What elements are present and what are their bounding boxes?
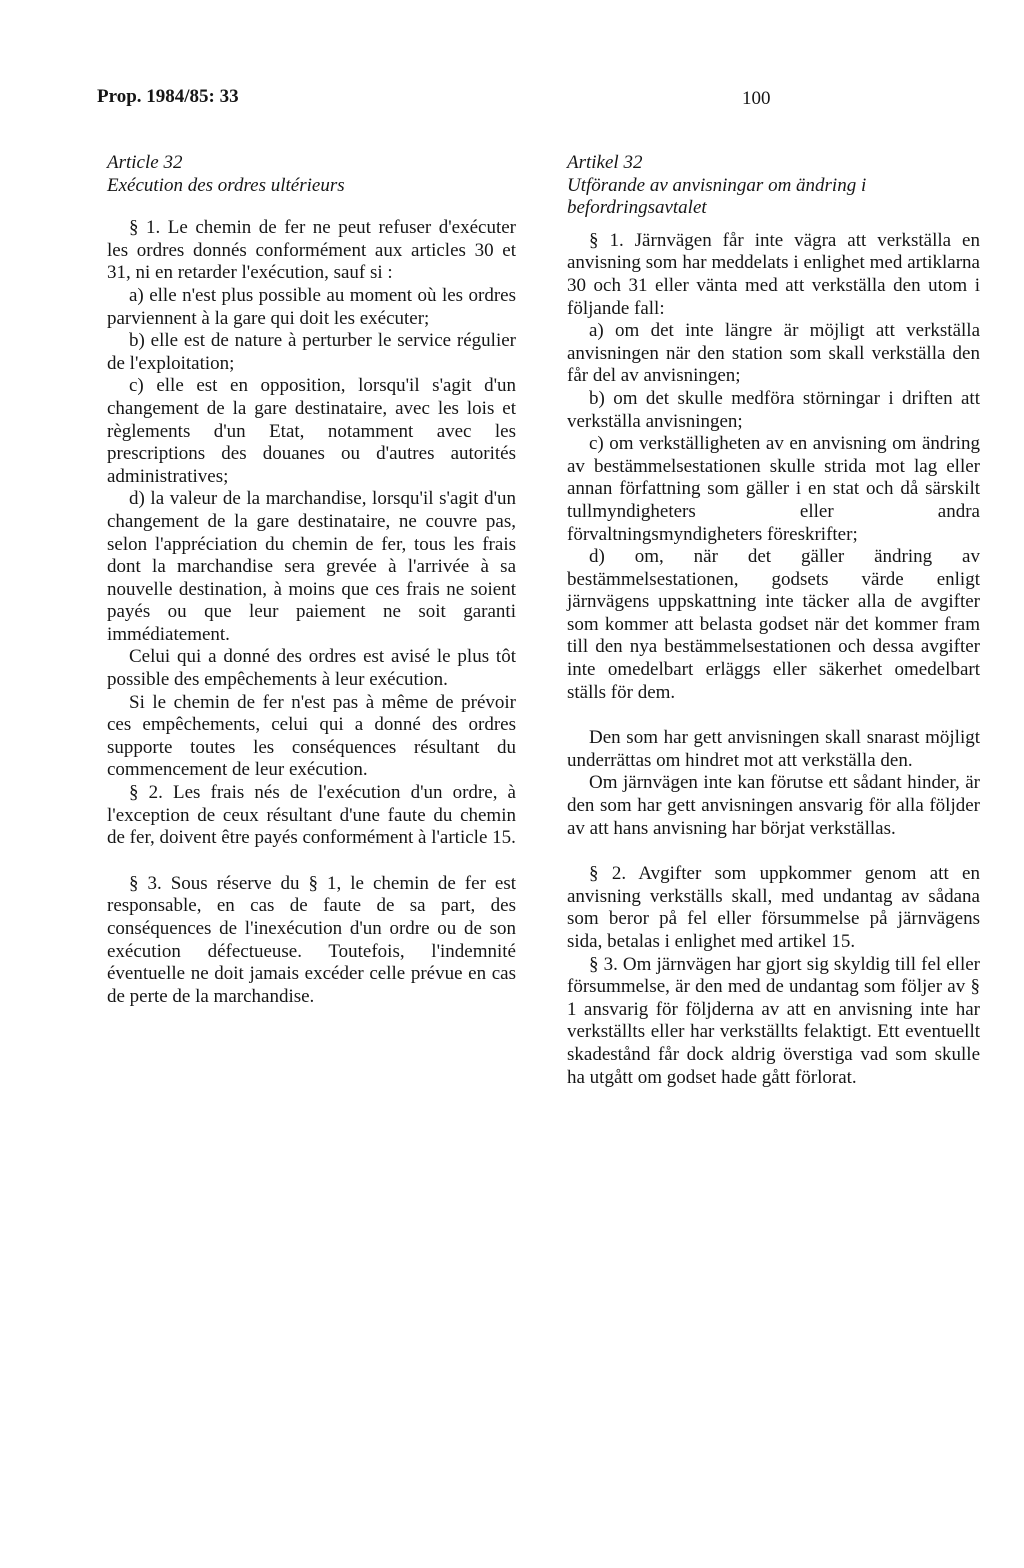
swedish-article-title: Utförande av anvisningar om ändring i befordringsavtalet bbox=[567, 174, 867, 219]
french-article-title: Exécution des ordres ultérieurs bbox=[107, 174, 345, 196]
french-column bbox=[107, 152, 516, 1008]
french-paragraph-1: § 1. Le chemin de fer ne peut refuser d'exécuter les ordres donnés conformément aux articles 30 et 31, ni en retarder l'exécution, sauf si : bbox=[107, 217, 516, 284]
swedish-item-a: a) om det inte längre är möjligt att verkställa anvisningen när den station som skall verkställa den får del av anvisningen; bbox=[567, 320, 980, 387]
swedish-paragraph-1: § 1. Järnvägen får inte vägra att verkställa en anvisning som har meddelats i enlighet med artiklarna 30 och 31 eller vänta med att verkställa den utom i följande fall: bbox=[567, 229, 980, 319]
french-item-b: b) elle est de nature à perturber le service régulier de l'exploitation; bbox=[107, 330, 516, 374]
swedish-item-c: c) om verkställigheten av en anvisning om ändring av bestämmelsestationen skulle strida mot lag eller annan författning som gäller i en stat och då särskilt tullmyndigheters eller andra förvaltningsmyndigheters föreskrifter; bbox=[567, 433, 980, 545]
french-consequences-paragraph: Si le chemin de fer n'est pas à même de prévoir ces empêchements, celui qui a donné des ordres supporte toutes les conséquences résultant du commencement de leur exécution. bbox=[107, 691, 516, 781]
document-reference: Prop. 1984/85: 33 bbox=[97, 86, 239, 107]
swedish-item-d: d) om, när det gäller ändring av bestämmelsestationen, godsets värde enligt järnvägens uppskattning inte täcker alla de avgifter som kommer att belasta godset när det kommer fram till den nya bestämmelsestationen och dessa avgifter inte omedelbart erläggs eller säkerhet omedelbart ställs för dem. bbox=[567, 546, 980, 703]
spacer bbox=[567, 840, 980, 863]
swedish-consequences-paragraph: Om järnvägen inte kan förutse ett sådant hinder, är den som har gett anvisningen ansvarig för alla följder av att hans anvisning har börjat verkställas. bbox=[567, 772, 980, 839]
french-item-a: a) elle n'est plus possible au moment où les ordres parviennent à la gare qui doit les exécuter; bbox=[107, 284, 516, 329]
swedish-article-label: Artikel 32 bbox=[567, 152, 643, 173]
spacer bbox=[567, 704, 980, 727]
swedish-paragraph-3: § 3. Om järnvägen har gjort sig skyldig till fel eller försummelse, är den med de undantag som följer av § 1 ansvarig för följderna av att en anvisning inte har verkställts eller har verkställts felaktigt. Ett eventuellt skadestånd får dock aldrig överstiga vad som skulle ha utgått om godset hade gått förlorat. bbox=[567, 953, 980, 1088]
swedish-column bbox=[567, 152, 980, 1089]
french-notice-paragraph: Celui qui a donné des ordres est avisé le plus tôt possible des empêchements à leur exécution. bbox=[107, 646, 516, 691]
swedish-item-b: b) om det skulle medföra störningar i driften att verkställa anvisningen; bbox=[567, 387, 980, 432]
swedish-notice-paragraph: Den som har gett anvisningen skall snarast möjligt underrättas om hindret mot att verkställa den. bbox=[567, 727, 980, 771]
french-item-d: d) la valeur de la marchandise, lorsqu'il s'agit d'un changement de la gare destinataire, ne couvre pas, selon l'appréciation du chemin de fer, tous les frais dont la marchandise sera grevée à l'arrivée à sa nouvelle destination, à moins que ces frais ne soient payés ou que leur paiement ne soit garanti immédiatement. bbox=[107, 488, 516, 645]
page-number: 100 bbox=[742, 88, 771, 109]
spacer bbox=[107, 850, 516, 873]
swedish-paragraph-2: § 2. Avgifter som uppkommer genom att en anvisning verkställs skall, med undantag av sådana som beror på fel eller försummelse på järnvägens sida, betalas i enlighet med artikel 15. bbox=[567, 863, 980, 952]
french-item-c: c) elle est en opposition, lorsqu'il s'agit d'un changement de la gare destinataire, avec les lois et règlements d'un Etat, notamment avec les prescriptions des douanes ou d'autres autorités administratives; bbox=[107, 375, 516, 487]
french-paragraph-3: § 3. Sous réserve du § 1, le chemin de fer est responsable, en cas de faute de sa part, des conséquences de l'inexécution d'un ordre ou de son exécution défectueuse. Toutefois, l'indemnité éventuelle ne doit jamais excéder celle prévue en cas de perte de la marchandise. bbox=[107, 872, 516, 1007]
french-article-label: Article 32 bbox=[107, 152, 183, 173]
french-paragraph-2: § 2. Les frais nés de l'exécution d'un ordre, à l'exception de ceux résultant d'une faute du chemin de fer, doivent être payés conformément à l'article 15. bbox=[107, 782, 516, 849]
